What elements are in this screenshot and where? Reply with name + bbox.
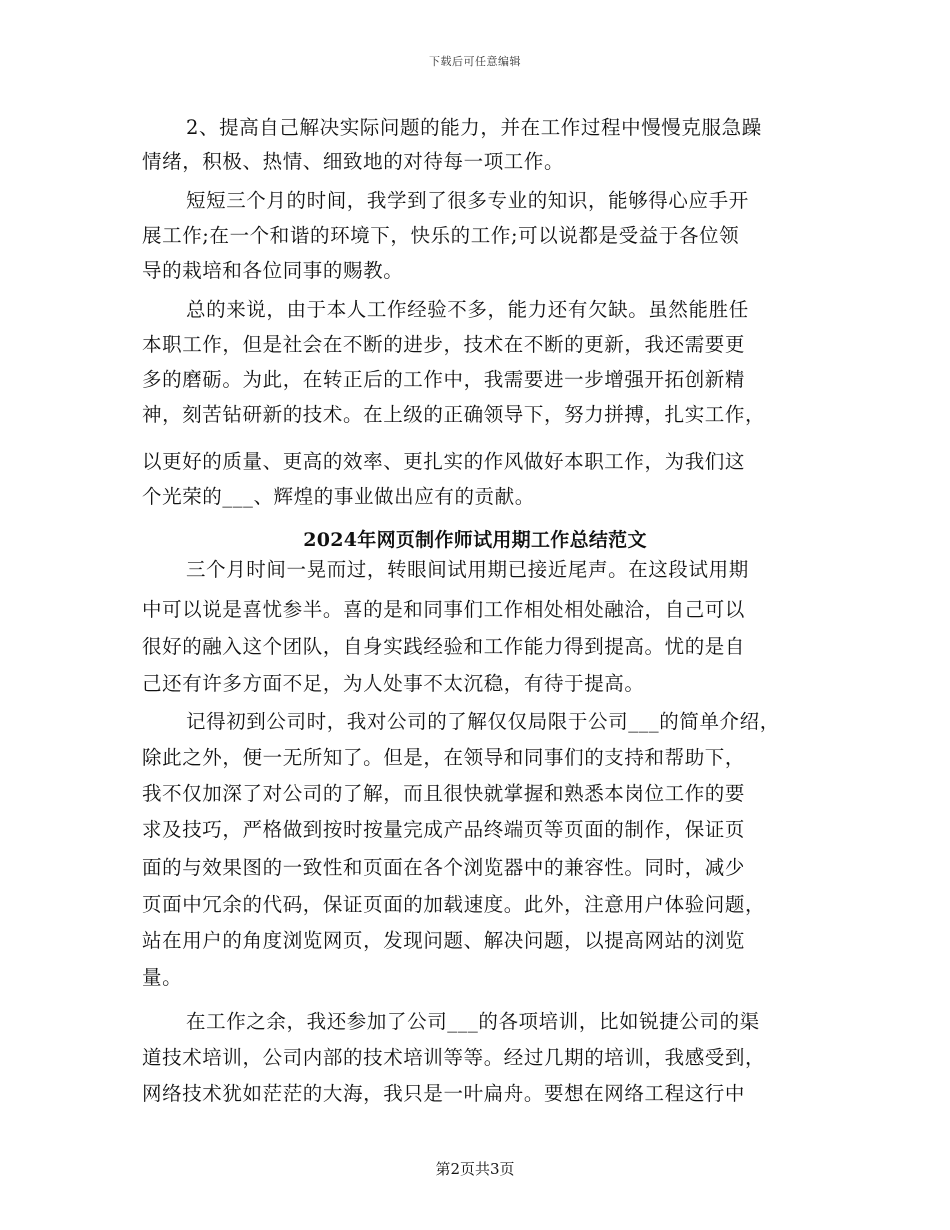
paragraph-line: 很好的融入这个团队，自身实践经验和工作能力得到提高。忧的是自 bbox=[142, 635, 746, 658]
section-title: 2024年网页制作师试用期工作总结范文 bbox=[303, 529, 647, 551]
paragraph-line: 多的磨砺。为此，在转正后的工作中，我需要进一步增强开拓创新精 bbox=[142, 368, 746, 391]
paragraph-line: 神，刻苦钻研新的技术。在上级的正确领导下，努力拼搏，扎实工作， bbox=[142, 403, 766, 426]
paragraph-line: 求及技巧，严格做到按时按量完成产品终端页等页面的制作，保证页 bbox=[142, 818, 746, 841]
paragraph-line: 个光荣的___、辉煌的事业做出应有的贡献。 bbox=[142, 485, 535, 508]
paragraph-line: 总的来说，由于本人工作经验不多，能力还有欠缺。虽然能胜任 bbox=[186, 298, 749, 321]
paragraph-line: 中可以说是喜忧参半。喜的是和同事们工作相处相处融洽，自己可以 bbox=[142, 598, 746, 621]
paragraph-line: 情绪，积极、热情、细致地的对待每一项工作。 bbox=[142, 150, 565, 173]
paragraph-line: 三个月时间一晃而过，转眼间试用期已接近尾声。在这段试用期 bbox=[186, 558, 749, 581]
paragraph-line: 站在用户的角度浏览网页，发现问题、解决问题，以提高网站的浏览 bbox=[142, 929, 746, 952]
paragraph-line: 本职工作，但是社会在不断的进步，技术在不断的更新，我还需要更 bbox=[142, 333, 746, 356]
paragraph-line: 页面中冗余的代码，保证页面的加载速度。此外，注意用户体验问题， bbox=[142, 893, 766, 916]
page-header: 下载后可任意编辑 bbox=[429, 55, 521, 68]
paragraph-line: 面的与效果图的一致性和页面在各个浏览器中的兼容性。同时，减少 bbox=[142, 856, 746, 879]
paragraph-line: 己还有许多方面不足，为人处事不太沉稳，有待于提高。 bbox=[142, 672, 645, 695]
paragraph-line: 记得初到公司时，我对公司的了解仅仅局限于公司___的简单介绍， bbox=[186, 710, 780, 733]
paragraph-line: 展工作;在一个和谐的环境下，快乐的工作;可以说都是受益于各位领 bbox=[142, 224, 740, 247]
paragraph-line: 我不仅加深了对公司的了解，而且很快就掌握和熟悉本岗位工作的要 bbox=[142, 782, 746, 805]
paragraph-line: 除此之外，便一无所知了。但是，在领导和同事们的支持和帮助下， bbox=[142, 746, 746, 769]
paragraph-line: 量。 bbox=[142, 966, 183, 989]
paragraph-line: 导的栽培和各位同事的赐教。 bbox=[142, 259, 404, 282]
paragraph-line: 网络技术犹如茫茫的大海，我只是一叶扁舟。要想在网络工程这行中 bbox=[142, 1082, 746, 1105]
paragraph-line: 以更好的质量、更高的效率、更扎实的作风做好本职工作，为我们这 bbox=[142, 450, 746, 473]
page-footer: 第2页共3页 bbox=[435, 1160, 515, 1178]
paragraph-line: 2、提高自己解决实际问题的能力，并在工作过程中慢慢克服急躁 bbox=[186, 116, 762, 139]
paragraph-line: 道技术培训，公司内部的技术培训等等。经过几期的培训，我感受到， bbox=[142, 1046, 766, 1069]
paragraph-line: 在工作之余，我还参加了公司___的各项培训，比如锐捷公司的渠 bbox=[186, 1010, 760, 1033]
paragraph-line: 短短三个月的时间，我学到了很多专业的知识，能够得心应手开 bbox=[186, 189, 749, 212]
